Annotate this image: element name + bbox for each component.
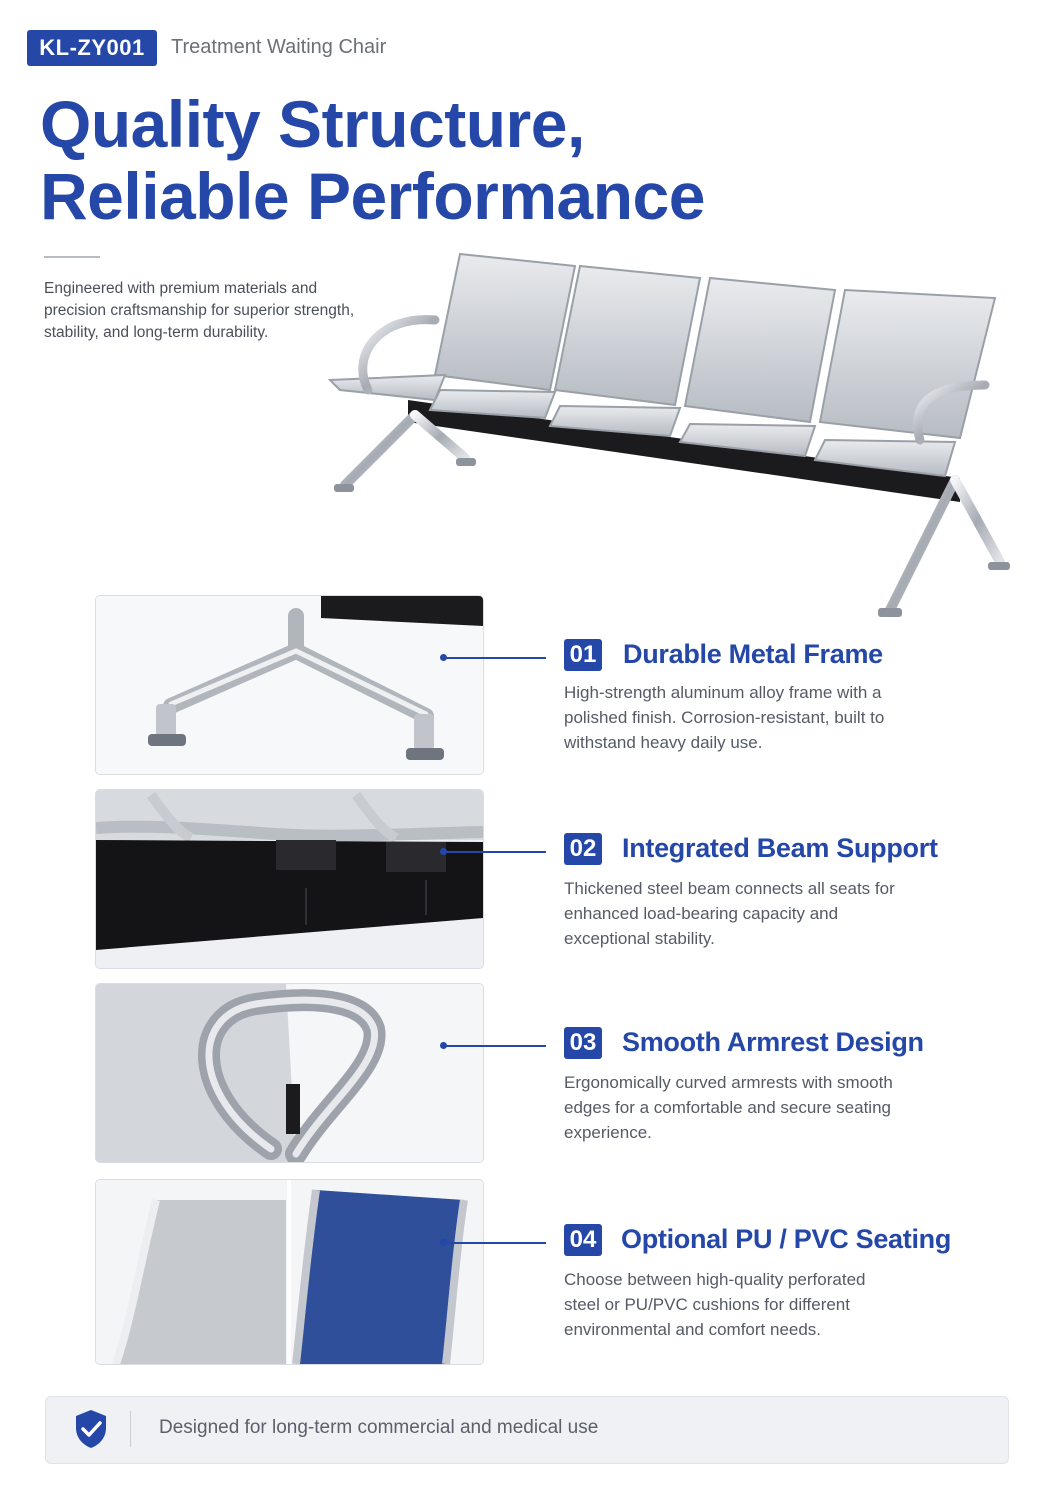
feature-number: 01 xyxy=(564,639,602,671)
panel-metal-frame xyxy=(95,595,484,775)
panel-armrest xyxy=(95,983,484,1163)
model-badge: KL-ZY001 xyxy=(27,30,157,66)
footer-text: Designed for long-term commercial and medical use xyxy=(159,1417,599,1438)
frame-leg-image xyxy=(96,596,483,774)
beam-image xyxy=(96,790,483,968)
waiting-chair-image xyxy=(320,240,1030,630)
feature-number: 04 xyxy=(564,1224,602,1256)
product-name: Treatment Waiting Chair xyxy=(171,36,387,58)
panel-beam-support xyxy=(95,789,484,969)
feature-description: High-strength aluminum alloy frame with a polished finish. Corrosion-resistant, built to withstand heavy daily use. xyxy=(564,683,885,752)
headline-line-1: Quality Structure, xyxy=(40,87,585,161)
shield-check-icon xyxy=(73,1408,109,1450)
armrest-image xyxy=(96,984,483,1162)
connector-line xyxy=(444,1242,546,1244)
connector-line xyxy=(444,1045,546,1047)
connector-line xyxy=(444,657,546,659)
feature-title: Smooth Armrest Design xyxy=(622,1027,924,1057)
feature-title: Optional PU / PVC Seating xyxy=(621,1224,952,1254)
panel-seating-options xyxy=(95,1179,484,1365)
feature-description: Choose between high-quality perforated steel or PU/PVC cushions for different environmental and comfort needs. xyxy=(564,1270,866,1339)
seating-options-image xyxy=(96,1180,483,1364)
intro-text: Engineered with premium materials and precision craftsmanship for superior strength, stability, and long-term durability. xyxy=(44,280,355,341)
page-title xyxy=(40,88,705,232)
headline-line-2: Reliable Performance xyxy=(40,159,705,233)
feature-title: Durable Metal Frame xyxy=(623,639,883,669)
feature-description: Ergonomically curved armrests with smooth edges for a comfortable and secure seating experience. xyxy=(564,1073,893,1142)
feature-number: 03 xyxy=(564,1027,602,1059)
divider xyxy=(44,256,100,258)
feature-title: Integrated Beam Support xyxy=(622,833,938,863)
feature-number: 02 xyxy=(564,833,602,865)
feature-description: Thickened steel beam connects all seats for enhanced load-bearing capacity and exceptional stability. xyxy=(564,879,895,948)
footer-divider xyxy=(130,1411,131,1447)
connector-line xyxy=(444,851,546,853)
